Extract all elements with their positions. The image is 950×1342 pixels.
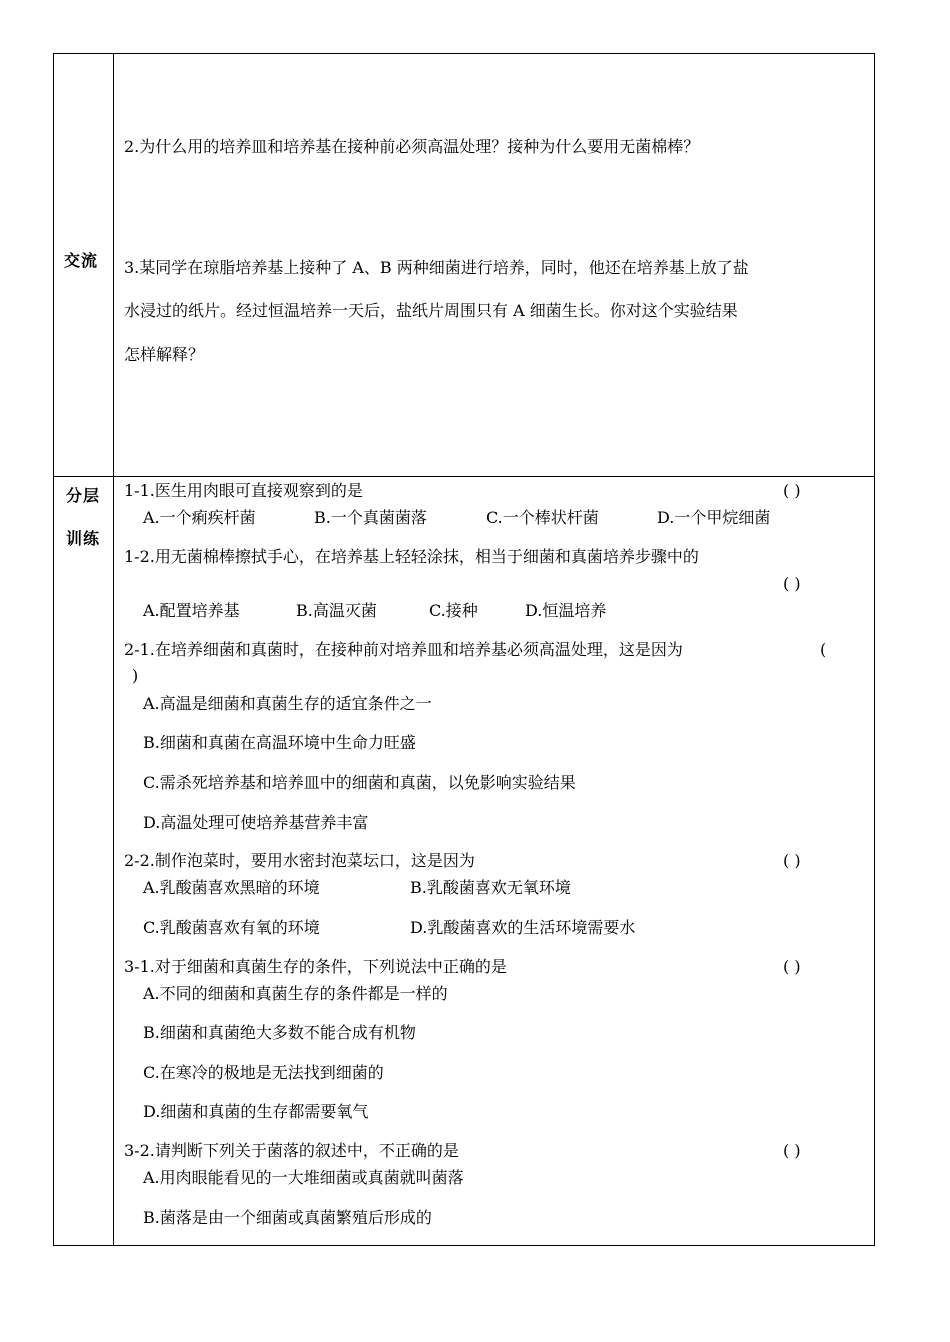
option-b: B.一个真菌菌落	[314, 508, 427, 527]
answer-bracket: ( )	[783, 574, 801, 593]
answer-bracket: ( )	[783, 481, 801, 500]
exchange-label: 交流	[64, 251, 99, 270]
exchange-question-3-line3: 怎样解释？	[124, 345, 205, 364]
option-d: D.恒温培养	[525, 601, 607, 620]
option-b: B.菌落是由一个细菌或真菌繁殖后形成的	[143, 1208, 432, 1227]
option-a: A.一个痢疾杆菌	[143, 508, 256, 527]
question-2-2-stem: 2-2.制作泡菜时，要用水密封泡菜坛口，这是因为	[124, 851, 475, 870]
question-3-1-stem: 3-1.对于细菌和真菌生存的条件，下列说法中正确的是	[124, 957, 507, 976]
option-a: A.不同的细菌和真菌生存的条件都是一样的	[143, 984, 448, 1003]
option-a: A.用肉眼能看见的一大堆细菌或真菌就叫菌落	[143, 1168, 464, 1187]
option-b: B.细菌和真菌绝大多数不能合成有机物	[143, 1023, 416, 1042]
option-d: D.细菌和真菌的生存都需要氧气	[143, 1102, 369, 1121]
option-d: D.一个甲烷细菌	[657, 508, 771, 527]
question-1-1-stem: 1-1.医生用肉眼可直接观察到的是	[124, 481, 363, 500]
exchange-question-3-line2: 水浸过的纸片。经过恒温培养一天后，盐纸片周围只有 A 细菌生长。你对这个实验结果	[124, 301, 738, 320]
exchange-question-3-line1: 3.某同学在琼脂培养基上接种了 A、B 两种细菌进行培养，同时，他还在培养基上放了盐	[124, 258, 749, 277]
column-divider	[113, 53, 114, 1246]
option-c: C.乳酸菌喜欢有氧的环境	[143, 918, 320, 937]
question-1-2-stem: 1-2.用无菌棉棒擦拭手心，在培养基上轻轻涂抹，相当于细菌和真菌培养步骤中的	[124, 547, 699, 566]
option-b: B.细菌和真菌在高温环境中生命力旺盛	[143, 733, 416, 752]
option-a: A.高温是细菌和真菌生存的适宜条件之一	[143, 694, 432, 713]
answer-bracket: ( )	[783, 1141, 801, 1160]
option-c: C.一个棒状杆菌	[486, 508, 599, 527]
option-a: A.配置培养基	[143, 601, 240, 620]
question-2-1-stem: 2-1.在培养细菌和真菌时，在接种前对培养皿和培养基必须高温处理，这是因为	[124, 640, 683, 659]
training-label-line1: 分层	[66, 486, 101, 505]
option-b: B.乳酸菌喜欢无氧环境	[410, 878, 571, 897]
answer-bracket: ( )	[783, 851, 801, 870]
question-3-2-stem: 3-2.请判断下列关于菌落的叙述中，不正确的是	[124, 1141, 459, 1160]
answer-bracket: ( )	[783, 957, 801, 976]
option-a: A.乳酸菌喜欢黑暗的环境	[143, 878, 320, 897]
option-d: D.高温处理可使培养基营养丰富	[143, 813, 369, 832]
option-c: C.在寒冷的极地是无法找到细菌的	[143, 1063, 384, 1082]
answer-bracket-open: (	[820, 640, 827, 659]
option-c: C.接种	[429, 601, 478, 620]
option-d: D.乳酸菌喜欢的生活环境需要水	[410, 918, 636, 937]
training-label-line2: 训练	[66, 529, 101, 548]
exchange-question-2: 2.为什么用的培养皿和培养基在接种前必须高温处理？接种为什么要用无菌棉棒？	[124, 137, 700, 156]
option-c: C.需杀死培养基和培养皿中的细菌和真菌，以免影响实验结果	[143, 773, 576, 792]
answer-bracket-close: )	[132, 666, 139, 685]
option-b: B.高温灭菌	[296, 601, 377, 620]
row-divider	[53, 476, 875, 477]
